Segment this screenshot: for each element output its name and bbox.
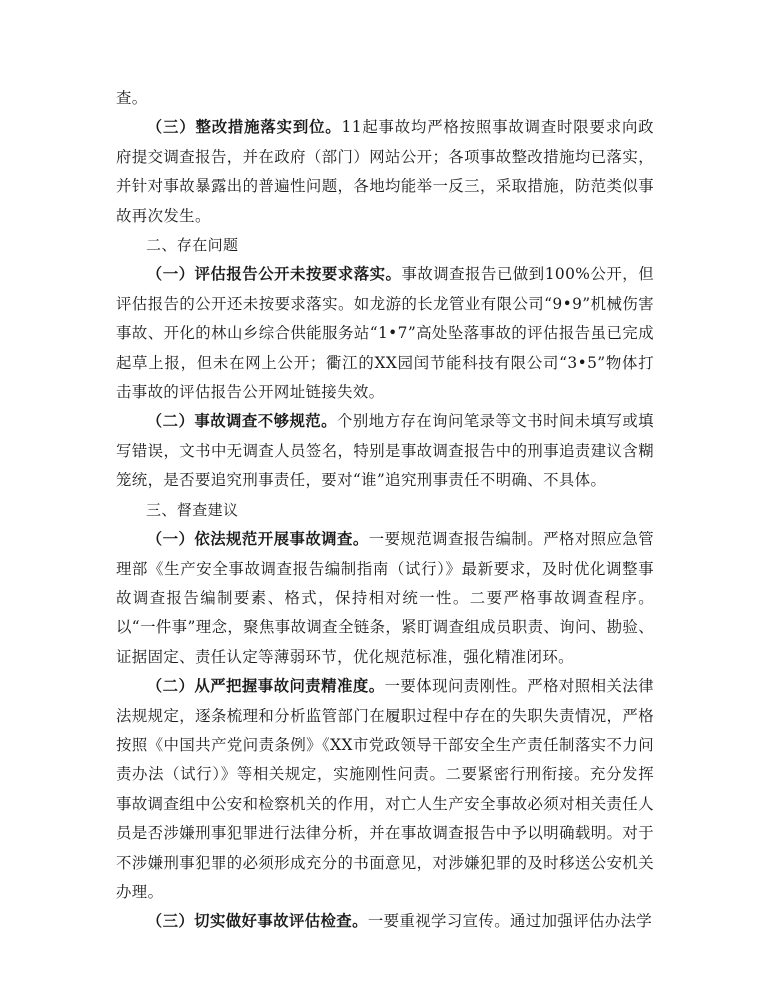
section-heading-suggestions: 三、督查建议 [146,500,239,519]
paragraph-text: 11起事故均严格按照事故调查时限要求向政府提交调查报告，并在政府（部门）网站公开；各项事故整改措施均已落实，并针对事故暴露出的普遍性问题，各地均能举一反三，采取措施，防范类似事故再次发生。 [116,118,654,225]
paragraph-text: 一要重视学习宣传。通过加强评估办法学 [367,912,653,931]
paragraph-lead: （三）切实做好事故评估检查。 [146,912,368,931]
section-heading-problems: 二、存在问题 [146,236,239,255]
paragraph-text: 一要规范调查报告编制。严格对照应急管理部《生产安全事故调查报告编制指南（试行）》最新要求，及时优化调整事故调查报告编制要素、格式，保持相对统一性。二要严格事故调查程序。以“一件事”理念，聚焦事故调查全链条，紧盯调查组成员职责、询问、勘验、证据固定、责任认定等薄弱环节，优化规范标准，强化精准闭环。 [116,530,655,666]
document-page [116,84,654,937]
paragraph-lead: （一）依法规范开展事故调查。 [146,530,369,549]
paragraph-lead: （二）事故调查不够规范。 [146,412,338,431]
paragraph-investigation-standard [116,407,654,495]
paragraph-rectification [116,113,654,231]
paragraph-lawful-investigation [116,525,654,672]
paragraph-assessment-check [116,907,654,936]
paragraph-text: 一要体现问责刚性。严格对照相关法律法规规定，逐条梳理和分析监管部门在履职过程中存在的失职失责情况，严格按照《中国共产党问责条例》《XX市党政领导干部安全生产责任制落实不力问责办法（试行）》等相关规定，实施刚性问责。二要紧密行刑衔接。充分发挥事故调查组中公安和检察机关的作用，对亡人生产安全事故必须对相关责任人员是否涉嫌刑事犯罪进行法律分析，并在事故调查报告中予以明确载明。对于不涉嫌刑事犯罪的必须形成充分的书面意见，对涉嫌犯罪的及时移送公安机关办理。 [116,677,654,901]
paragraph-text: 事故调查报告已做到100%公开，但评估报告的公开还未按要求落实。如龙游的长龙管业有限公司“9•9”机械伤害事故、开化的林山乡综合供能服务站“1•7”高处坠落事故的评估报告虽已完成起草上报，但未在网上公开；衢江的XX园闰节能科技有限公司“3•5”物体打击事故的评估报告公开网址链接失效。 [116,265,654,402]
paragraph-lead: （三）整改措施落实到位。 [146,118,342,137]
paragraph-text: 查。 [116,89,148,107]
paragraph-lead: （二）从严把握事故问责精准度。 [146,677,385,696]
paragraph-continuation [116,84,654,113]
paragraph-lead: （一）评估报告公开未按要求落实。 [146,265,402,284]
paragraph-report-disclosure [116,260,654,407]
paragraph-text: 个别地方存在询问笔录等文书时间未填写或填写错误，文书中无调查人员签名，特别是事故调查报告中的刑事追责建议含糊笼统，是否要追究刑事责任，要对“谁”追究刑事责任不明确、不具体。 [116,412,654,490]
paragraph-accountability [116,672,654,907]
